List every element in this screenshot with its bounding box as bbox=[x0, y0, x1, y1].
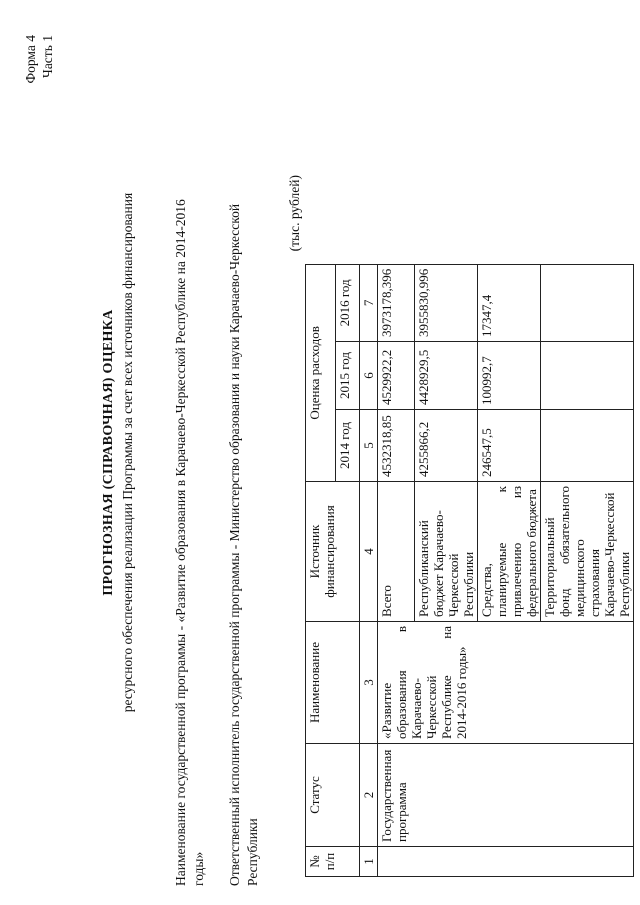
col-number: 7 bbox=[360, 264, 378, 341]
cell-2015: 100992,7 bbox=[478, 342, 541, 410]
form-number: Форма 4 bbox=[23, 35, 38, 84]
cell-source: Территориальный фонд обязательного медицинского страхования Карачаево-Черкесской Республики bbox=[541, 482, 634, 622]
executor-line-1: Ответственный исполнитель государственной программы - Министерство образования и науки Карачаево-Черкесской bbox=[227, 203, 242, 886]
col-number: 6 bbox=[360, 342, 378, 410]
header-estimate: Оценка расходов bbox=[306, 264, 336, 481]
cell-status: Государственная программа bbox=[378, 744, 634, 847]
cell-2016 bbox=[541, 264, 634, 341]
cell-source: Всего bbox=[378, 482, 415, 622]
cell-2015: 4428929,5 bbox=[415, 342, 478, 410]
header-num: № п/п bbox=[306, 847, 360, 877]
cell-2016: 17347,4 bbox=[478, 264, 541, 341]
cell-2014 bbox=[541, 410, 634, 482]
col-number: 2 bbox=[360, 744, 378, 847]
header-name: Наименование bbox=[306, 622, 360, 744]
header-2016: 2016 год bbox=[336, 264, 360, 341]
cell-2014: 4532318,85 bbox=[378, 410, 415, 482]
table-row bbox=[378, 264, 415, 876]
document-title: ПРОГНОЗНАЯ (СПРАВОЧНАЯ) ОЦЕНКА bbox=[101, 309, 116, 596]
cell-2015 bbox=[541, 342, 634, 410]
cell-2016: 3955830,996 bbox=[415, 264, 478, 341]
col-number: 4 bbox=[360, 482, 378, 622]
header-source: Источник финансирования bbox=[306, 482, 360, 622]
column-number-row bbox=[360, 264, 378, 876]
cell-num bbox=[378, 847, 634, 877]
cell-2014: 4255866,2 bbox=[415, 410, 478, 482]
cell-2016: 3973178,396 bbox=[378, 264, 415, 341]
header-2015: 2015 год bbox=[336, 342, 360, 410]
cell-source: Средства, планируемые к привлечению из федерального бюджета bbox=[478, 482, 541, 622]
col-number: 3 bbox=[360, 622, 378, 744]
funding-table bbox=[305, 264, 634, 877]
executor-line-2: Республики bbox=[245, 818, 260, 886]
units-label: (тыс. рублей) bbox=[287, 175, 302, 252]
header-status: Статус bbox=[306, 744, 360, 847]
header-2014: 2014 год bbox=[336, 410, 360, 482]
cell-2015: 4529922,2 bbox=[378, 342, 415, 410]
form-label bbox=[22, 35, 56, 115]
program-name-line-1: Наименование государственной программы - «Развитие образования в Карачаево-Черкесской Республике на 2014-2016 bbox=[173, 199, 188, 886]
program-name-line-2: годы» bbox=[191, 851, 206, 886]
cell-program-name: «Развитие образования в Карачаево-Черкесской Республике на 2014-2016 годы» bbox=[378, 622, 634, 744]
col-number: 1 bbox=[360, 847, 378, 877]
cell-2014: 246547,5 bbox=[478, 410, 541, 482]
col-number: 5 bbox=[360, 410, 378, 482]
document-subtitle: ресурсного обеспечения реализации Программы за счет всех источников финансирования bbox=[120, 192, 135, 713]
form-part: Часть 1 bbox=[40, 35, 55, 78]
header-row-1 bbox=[306, 264, 336, 876]
cell-source: Республиканский бюджет Карачаево-Черкесской Республики bbox=[415, 482, 478, 622]
